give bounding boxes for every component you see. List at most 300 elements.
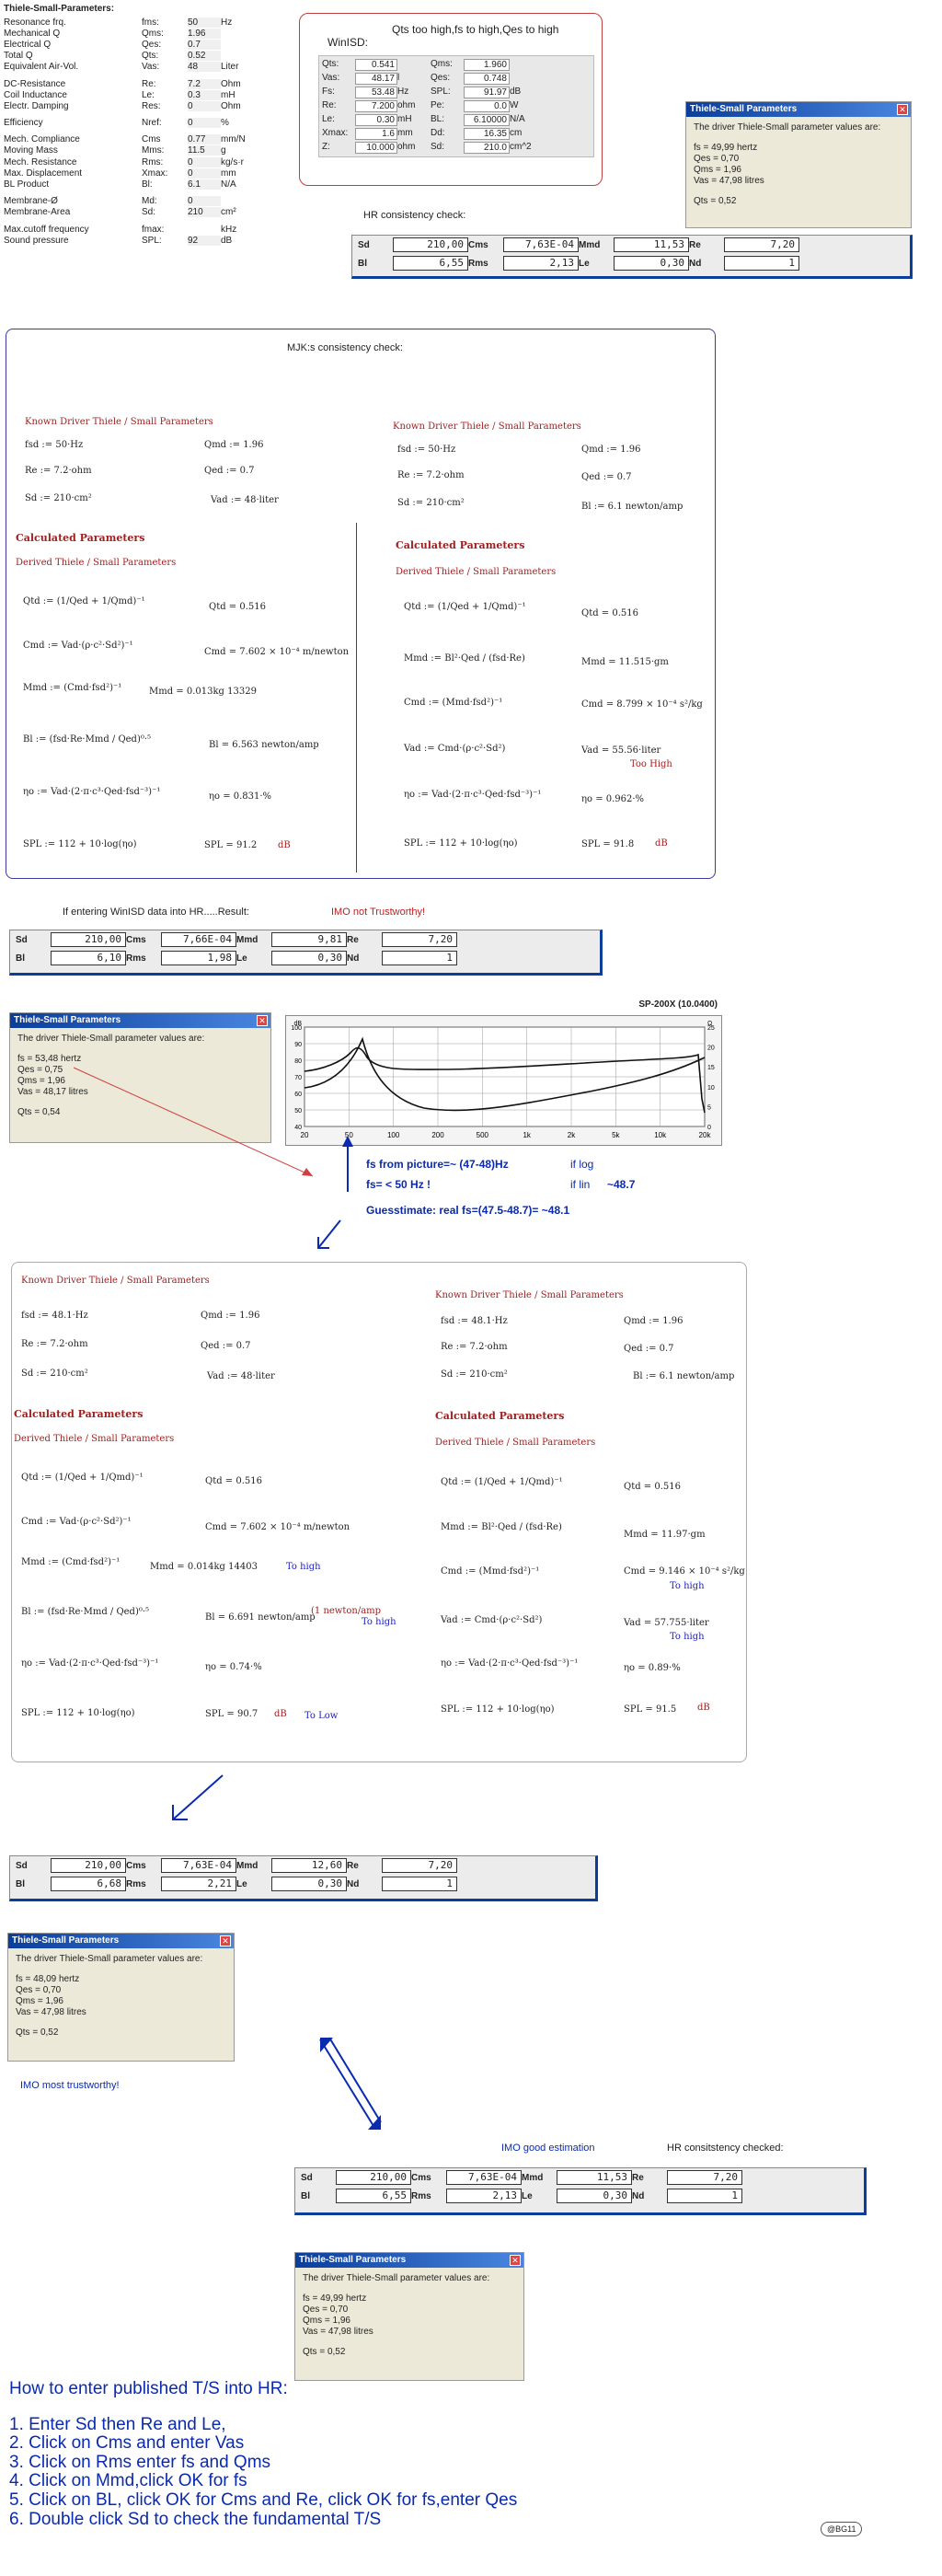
x-tick-label: 20 xyxy=(300,1131,309,1139)
hr-label-bl: Bl xyxy=(301,2190,310,2201)
window-line: Qes = 0,70 xyxy=(303,2305,349,2315)
mjk1-derived-right: Derived Thiele / Small Parameters xyxy=(396,567,557,577)
ts-row-value: 0.77 xyxy=(188,134,221,144)
hr-field-sd[interactable]: 210,00 xyxy=(393,237,468,252)
spacer xyxy=(303,2284,516,2293)
hr-field-mmd[interactable]: 11,53 xyxy=(614,237,689,252)
y-axis-unit: dB xyxy=(293,1021,302,1027)
ts-row xyxy=(4,145,270,156)
winisd-cell: 1.6 xyxy=(355,128,397,140)
hr-checked-caption: HR consitstency checked: xyxy=(667,2143,784,2154)
mjk2-l-re: Re := 7.2·ohm xyxy=(21,1339,88,1349)
mjk-divider xyxy=(356,523,357,872)
close-icon[interactable]: ✕ xyxy=(510,2255,521,2266)
mjk2-r-mmd: Mmd := Bl²·Qed / (fsd·Re) xyxy=(441,1522,562,1532)
mjk2-l-eta: ηo := Vad·(2·π·c³·Qed·fsd⁻³)⁻¹ xyxy=(21,1658,159,1669)
mjk1-l-cmd: Cmd := Vad·(ρ·c²·Sd²)⁻¹ xyxy=(23,641,133,651)
hr-field-mmd[interactable]: 12,60 xyxy=(271,1858,347,1873)
winisd-cell: cm^2 xyxy=(510,142,532,152)
window-line: fs = 53,48 hertz xyxy=(17,1054,82,1064)
mjk2-r-etav: ηo = 0.89·% xyxy=(624,1663,681,1673)
window-titlebar: Thiele-Small Parameters ✕ xyxy=(295,2253,523,2268)
ts-row-label: Membrane-Area xyxy=(4,207,71,218)
winisd-cell: 6.10000 xyxy=(464,114,510,126)
ts-row-unit: Ohm xyxy=(221,100,241,111)
winisd-cell: 1.960 xyxy=(464,59,510,71)
close-icon[interactable]: ✕ xyxy=(897,104,908,115)
hr-field-cms[interactable]: 7,63E-04 xyxy=(446,2170,522,2185)
mjk2-l-qtdv: Qtd = 0.516 xyxy=(205,1476,262,1486)
hr-label-nd: Nd xyxy=(347,953,360,964)
hr-box-2 xyxy=(9,930,603,976)
x-tick-label: 1k xyxy=(523,1131,531,1139)
mjk2-r-qed: Qed := 0.7 xyxy=(624,1344,674,1354)
winisd-cell: Qts: xyxy=(322,59,339,69)
hr-field-re[interactable]: 7,20 xyxy=(724,237,799,252)
hr-field-bl[interactable]: 6,10 xyxy=(51,951,126,965)
hr-label-sd: Sd xyxy=(301,2172,313,2183)
spacer xyxy=(16,2018,226,2027)
window-qts: Qts = 0,52 xyxy=(303,2347,346,2357)
mjk1-known-right: Known Driver Thiele / Small Parameters xyxy=(393,422,581,432)
hr-field-nd[interactable]: 1 xyxy=(382,951,457,965)
mjk-check-1 xyxy=(6,329,716,879)
mjk1-l-spl: SPL := 112 + 10·log(ηo) xyxy=(23,839,137,849)
mjk2-l-vas: Vad := 48·liter xyxy=(207,1371,275,1381)
y-tick-label: 80 xyxy=(294,1058,302,1065)
fs-note-b3: ~48.7 xyxy=(607,1178,636,1191)
hr-box-4 xyxy=(294,2167,867,2215)
hr-label-le: Le xyxy=(236,1878,247,1889)
winisd-cell xyxy=(510,59,543,71)
mjk1-r-vasv: Vad = 55.56·liter xyxy=(581,745,661,756)
ts-row xyxy=(4,51,270,62)
y-tick-label: 50 xyxy=(294,1108,302,1115)
window-line: Vas = 48,17 litres xyxy=(17,1087,88,1097)
ts-row xyxy=(4,28,270,39)
hr-label-mmd: Mmd xyxy=(579,239,601,250)
window-qts: Qts = 0,52 xyxy=(694,196,737,206)
hr-box-3 xyxy=(9,1855,598,1901)
winisd-label: WinISD: xyxy=(327,36,369,49)
hr-label-mmd: Mmd xyxy=(236,934,258,945)
window-line: Qms = 1,96 xyxy=(17,1076,65,1086)
mjk2-r-tohigh: To high xyxy=(670,1581,705,1591)
hr-field-sd[interactable]: 210,00 xyxy=(336,2170,411,2185)
y-tick-label: 60 xyxy=(294,1092,302,1098)
spacer xyxy=(694,187,903,196)
winisd-cell: Le: xyxy=(322,114,335,124)
ts-row xyxy=(4,167,270,179)
ts-row-label: Moving Mass xyxy=(4,145,58,156)
window-line: Qes = 0,75 xyxy=(17,1065,63,1075)
ts-row-unit: g xyxy=(221,145,226,156)
hr-field-rms[interactable]: 2,21 xyxy=(161,1877,236,1891)
ts-row-symbol: Bl: xyxy=(142,179,153,191)
mjk1-r-etav: ηo = 0.962·% xyxy=(581,794,645,804)
hr-label-rms: Rms xyxy=(126,1878,146,1889)
window-line: fs = 49,99 hertz xyxy=(303,2293,367,2304)
hr-row xyxy=(10,1875,595,1893)
spacer xyxy=(303,2338,516,2347)
ts-row xyxy=(4,39,270,50)
x-tick-label: 500 xyxy=(476,1131,489,1139)
y-right-tick: 5 xyxy=(707,1104,711,1112)
mjk2-l-tolow: To Low xyxy=(304,1711,339,1721)
hr-field-rms[interactable]: 2,13 xyxy=(503,256,579,271)
mjk2-calc-right: Calculated Parameters xyxy=(435,1410,565,1422)
hr-field-bl[interactable]: 6,55 xyxy=(336,2189,411,2203)
mjk1-r-qtd: Qtd := (1/Qed + 1/Qmd)⁻¹ xyxy=(404,602,526,612)
howto-step: 4. Click on Mmd,click OK for fs xyxy=(9,2471,247,2491)
ts-row-label: Mech. Compliance xyxy=(4,134,80,145)
winisd-cell: dB xyxy=(510,87,522,97)
ts-row-value: 6.1 xyxy=(188,179,221,190)
ts-row-symbol: Qts: xyxy=(142,51,159,62)
mjk1-l-qmd: Qmd := 1.96 xyxy=(204,440,264,450)
ts-row-symbol: Mms: xyxy=(142,145,165,156)
ts-parameter-table xyxy=(4,4,270,246)
ts-window-top xyxy=(685,101,912,228)
window-intro: The driver Thiele-Small parameter values are: xyxy=(17,1034,205,1044)
y-right-tick: 10 xyxy=(707,1084,715,1092)
ts-row xyxy=(4,17,270,28)
howto-step: 3. Click on Rms enter fs and Qms xyxy=(9,2452,271,2472)
arrows-mid xyxy=(55,1058,607,1224)
winisd-cell: BL: xyxy=(431,114,445,124)
mjk1-l-splv: SPL = 91.2 xyxy=(204,840,258,850)
mjk2-r-tohigh2: To high xyxy=(670,1632,705,1642)
hr-label-nd: Nd xyxy=(347,1878,360,1889)
hr-row xyxy=(352,236,910,254)
ts-row-symbol: Qes: xyxy=(142,39,162,50)
mjk1-l-qed: Qed := 0.7 xyxy=(204,466,255,476)
y-right-tick: 20 xyxy=(707,1045,715,1052)
mjk1-l-re: Re := 7.2·ohm xyxy=(25,466,92,476)
winisd-cell xyxy=(397,59,431,71)
hr-field-re[interactable]: 7,20 xyxy=(382,932,457,947)
hr-label-le: Le xyxy=(522,2190,533,2201)
ts-row-unit: kg/s·r xyxy=(221,156,244,167)
fs-note-c: Guesstimate: real fs=(47.5-48.7)= ~48.1 xyxy=(366,1204,570,1217)
howto-step: 2. Click on Cms and enter Vas xyxy=(9,2433,245,2454)
ts-row-label: BL Product xyxy=(4,179,50,191)
winisd-cell: ohm xyxy=(397,142,416,152)
imo-most-trustworthy: IMO most trustworthy! xyxy=(20,2080,120,2091)
ts-row xyxy=(4,224,270,235)
hr-field-bl[interactable]: 6,55 xyxy=(393,256,468,271)
hr-field-cms[interactable]: 7,63E-04 xyxy=(161,1858,236,1873)
hr-field-le[interactable]: 0,30 xyxy=(614,256,689,271)
ts-row-label: Resonance frq. xyxy=(4,17,66,28)
hr-label-cms: Cms xyxy=(468,239,488,250)
winisd-cell: 210.0 xyxy=(464,142,510,154)
ts-row-value: 7.2 xyxy=(188,79,221,89)
ts-rows xyxy=(4,17,270,246)
graph-title: SP-200X (10.0400) xyxy=(638,999,718,1010)
mjk1-r-cmd: Cmd := (Mmd·fsd²)⁻¹ xyxy=(404,698,503,708)
hr-label-bl: Bl xyxy=(16,953,25,964)
window-line: Qms = 1,96 xyxy=(16,1996,63,2006)
mjk1-l-sd: Sd := 210·cm² xyxy=(25,493,92,503)
fs-note-b: fs= < 50 Hz ! xyxy=(366,1178,431,1191)
hr-caption: HR consistency check: xyxy=(363,210,466,221)
fs-note-a: fs from picture=~ (47-48)Hz xyxy=(366,1158,509,1171)
hr-field-le[interactable]: 0,30 xyxy=(557,2189,632,2203)
ts-row-unit: mm/N xyxy=(221,134,246,145)
mjk2-r-cmd: Cmd := (Mmd·fsd²)⁻¹ xyxy=(441,1566,540,1577)
mjk1-r-db: dB xyxy=(655,838,668,849)
mjk2-r-qtd: Qtd := (1/Qed + 1/Qmd)⁻¹ xyxy=(441,1477,563,1487)
howto-title: How to enter published T/S into HR: xyxy=(9,2379,288,2398)
winisd-cell xyxy=(510,73,543,85)
hr-label-mmd: Mmd xyxy=(522,2172,544,2183)
window-line: fs = 48,09 hertz xyxy=(16,1974,80,1984)
mjk1-r-spl: SPL := 112 + 10·log(ηo) xyxy=(404,838,518,849)
x-tick-label: 5k xyxy=(612,1131,620,1139)
ts-row-symbol: Re: xyxy=(142,78,156,89)
close-icon[interactable]: ✕ xyxy=(257,1015,268,1026)
winisd-cell: Sd: xyxy=(431,142,445,152)
hr-field-re[interactable]: 7,20 xyxy=(667,2170,742,2185)
mjk2-derived-left: Derived Thiele / Small Parameters xyxy=(14,1434,175,1444)
hr-label-le: Le xyxy=(236,953,247,964)
ts-row-label: Max.cutoff frequency xyxy=(4,224,89,235)
ts-row-label: Mechanical Q xyxy=(4,28,61,39)
window-line: Vas = 47,98 litres xyxy=(694,176,764,186)
window-body xyxy=(686,117,911,213)
mjk2-l-qed: Qed := 0.7 xyxy=(201,1341,251,1351)
hr-field-mmd[interactable]: 9,81 xyxy=(271,932,347,947)
mjk2-l-tohigh2: To high xyxy=(362,1617,396,1627)
mjk2-l-tohigh: To high xyxy=(286,1562,321,1572)
mjk2-known-right: Known Driver Thiele / Small Parameters xyxy=(435,1290,624,1300)
window-body xyxy=(8,1948,234,2044)
hr-field-le[interactable]: 0,30 xyxy=(271,951,347,965)
ts-row-label: Sound pressure xyxy=(4,235,69,246)
window-body xyxy=(295,2268,523,2363)
ts-row-unit: Hz xyxy=(221,17,233,28)
mjk-check-2 xyxy=(11,1262,747,1762)
mjk1-r-cmdv: Cmd = 8.799 × 10⁻⁴ s²/kg xyxy=(581,699,703,710)
mjk1-l-fs: fsd := 50·Hz xyxy=(25,440,84,450)
x-tick-label: 100 xyxy=(386,1131,400,1139)
winisd-cell: cm xyxy=(510,128,523,138)
winisd-cell: ohm xyxy=(397,100,416,110)
x-tick-label: 2k xyxy=(567,1131,576,1139)
ts-row xyxy=(4,118,270,129)
mjk2-r-cmdv: Cmd = 9.146 × 10⁻⁴ s²/kg xyxy=(624,1566,745,1577)
ts-row-value: 0 xyxy=(188,118,221,128)
hr-label-cms: Cms xyxy=(126,934,146,945)
ts-row-symbol: Xmax: xyxy=(142,167,168,179)
y-right-tick: 25 xyxy=(707,1025,715,1032)
ts-row-label: DC-Resistance xyxy=(4,78,66,89)
mjk1-l-mmdv: Mmd = 0.013kg 13329 xyxy=(149,687,257,697)
hr-field-cms[interactable]: 7,66E-04 xyxy=(161,932,236,947)
mjk1-l-eta: ηo := Vad·(2·π·c³·Qed·fsd⁻³)⁻¹ xyxy=(23,787,161,797)
hr-row xyxy=(295,2187,864,2205)
mjk2-r-re: Re := 7.2·ohm xyxy=(441,1342,508,1352)
ts-row-symbol: fmax: xyxy=(142,224,165,235)
ts-row-unit: kHz xyxy=(221,224,237,235)
mjk1-l-etav: ηo = 0.831·% xyxy=(209,791,272,802)
hr-label-bl: Bl xyxy=(358,258,367,269)
winisd-cell: mH xyxy=(397,114,412,124)
ts-row-label: Coil Inductance xyxy=(4,89,67,100)
mjk1-r-toohigh: Too High xyxy=(630,759,672,769)
winisd-cell: 7.200 xyxy=(355,100,397,112)
winisd-cell: 53.48 xyxy=(355,87,397,98)
window-line: Qms = 1,96 xyxy=(694,165,741,175)
fs-note-a2: if log xyxy=(570,1158,594,1171)
ts-row-unit: Ohm xyxy=(221,78,241,89)
mjk1-r-vas: Vad := Cmd·(ρ·c²·Sd²) xyxy=(404,744,506,754)
window-line: Qes = 0,70 xyxy=(694,154,740,164)
x-tick-label: 10k xyxy=(654,1131,667,1139)
hr-label-re: Re xyxy=(347,1860,359,1871)
mjk2-r-qmd: Qmd := 1.96 xyxy=(624,1316,684,1326)
winisd-cell: 48.17 xyxy=(355,73,397,85)
mjk2-r-vas: Vad := Cmd·(ρ·c²·Sd²) xyxy=(441,1615,543,1625)
note-heading: Qts too high,fs to high,Qes to high xyxy=(392,23,559,36)
mjk1-r-sd: Sd := 210·cm² xyxy=(397,498,465,508)
mjk2-r-splv: SPL = 91.5 xyxy=(624,1704,677,1715)
mjk2-l-spl: SPL := 112 + 10·log(ηo) xyxy=(21,1708,135,1718)
ts-row-symbol: Nref: xyxy=(142,118,162,129)
mjk2-r-bl: Bl := 6.1 newton/amp xyxy=(633,1371,735,1381)
hr-field-nd[interactable]: 1 xyxy=(667,2189,742,2203)
hr-field-mmd[interactable]: 11,53 xyxy=(557,2170,632,2185)
blue-up-arrow-head xyxy=(342,1136,353,1147)
howto-step: 6. Double click Sd to check the fundamental T/S xyxy=(9,2509,382,2529)
mjk2-l-qmd: Qmd := 1.96 xyxy=(201,1311,260,1321)
hr-label-rms: Rms xyxy=(468,258,488,269)
ts-row-unit: dB xyxy=(221,235,233,246)
window-line: fs = 49,99 hertz xyxy=(694,143,758,153)
hr-field-nd[interactable]: 1 xyxy=(724,256,799,271)
winisd-grid xyxy=(318,55,594,157)
ts-row-symbol: Sd: xyxy=(142,207,156,218)
hr-label-rms: Rms xyxy=(126,953,146,964)
ts-row-label: Total Q xyxy=(4,51,33,62)
hr-field-nd[interactable]: 1 xyxy=(382,1877,457,1891)
window-intro: The driver Thiele-Small parameter values are: xyxy=(694,122,881,133)
hr-field-le[interactable]: 0,30 xyxy=(271,1877,347,1891)
winisd-cell: Fs: xyxy=(322,87,335,97)
mjk2-derived-right: Derived Thiele / Small Parameters xyxy=(435,1438,596,1448)
ts-title: Thiele-Small-Parameters: xyxy=(4,4,115,14)
hr-field-rms[interactable]: 2,13 xyxy=(446,2189,522,2203)
ts-row-value: 210 xyxy=(188,207,221,217)
ts-row xyxy=(4,78,270,89)
mjk2-l-etav: ηo = 0.74·% xyxy=(205,1662,262,1672)
hr-field-rms[interactable]: 1,98 xyxy=(161,951,236,965)
double-arrow xyxy=(313,2034,386,2135)
ts-row-label: Mech. Resistance xyxy=(4,156,77,167)
hr-label-re: Re xyxy=(689,239,701,250)
mjk1-r-mmdv: Mmd = 11.515·gm xyxy=(581,657,669,667)
mjk1-derived-left: Derived Thiele / Small Parameters xyxy=(16,558,177,568)
ts-row xyxy=(4,100,270,111)
hr-label-cms: Cms xyxy=(411,2172,431,2183)
mjk2-known-left: Known Driver Thiele / Small Parameters xyxy=(21,1276,210,1286)
hr-row xyxy=(10,930,600,949)
ts-row-symbol: Res: xyxy=(142,100,161,111)
ts-row-value: 0.3 xyxy=(188,90,221,100)
mjk1-r-re: Re := 7.2·ohm xyxy=(397,470,465,480)
ts-row-symbol: Vas: xyxy=(142,62,160,73)
ts-row xyxy=(4,156,270,167)
hr-field-re[interactable]: 7,20 xyxy=(382,1858,457,1873)
red-arrow-line xyxy=(74,1068,313,1176)
mjk1-r-eta: ηo := Vad·(2·π·c³·Qed·fsd⁻³)⁻¹ xyxy=(404,790,542,800)
mjk1-l-qtdv: Qtd = 0.516 xyxy=(209,602,266,612)
mjk1-r-bl: Bl := 6.1 newton/amp xyxy=(581,502,684,512)
mjk2-r-vasv: Vad = 57.755·liter xyxy=(624,1618,709,1628)
ts-row-unit: Liter xyxy=(221,62,239,73)
ts-row-label: Membrane-Ø xyxy=(4,196,58,207)
hr-row xyxy=(10,1856,595,1875)
y-tick-label: 100 xyxy=(291,1025,302,1032)
mjk2-r-fs: fsd := 48.1·Hz xyxy=(441,1316,508,1326)
winisd-cell: SPL: xyxy=(431,87,451,97)
spacer xyxy=(694,133,903,143)
ts-row-label: Max. Displacement xyxy=(4,167,83,179)
winisd-cell: 91.97 xyxy=(464,87,510,98)
ts-row-value: 0 xyxy=(188,101,221,111)
hr-field-cms[interactable]: 7,63E-04 xyxy=(503,237,579,252)
winisd-cell: l xyxy=(397,73,400,83)
winisd-cell: Z: xyxy=(322,142,330,152)
ts-row-value: 50 xyxy=(188,17,221,28)
mjk2-l-qtd: Qtd := (1/Qed + 1/Qmd)⁻¹ xyxy=(21,1473,144,1483)
ts-row-value: 48 xyxy=(188,62,221,72)
hr-label-rms: Rms xyxy=(411,2190,431,2201)
y-tick-label: 90 xyxy=(294,1042,302,1048)
mjk2-r-spl: SPL := 112 + 10·log(ηo) xyxy=(441,1704,555,1715)
y-right-tick: 0 xyxy=(707,1125,711,1131)
mjk2-r-db: dB xyxy=(697,1703,710,1713)
ts-row-value: 0.52 xyxy=(188,51,221,61)
ts-row-symbol: Md: xyxy=(142,196,157,207)
winisd-cell: 0.748 xyxy=(464,73,510,85)
winisd-cell: Pe: xyxy=(431,100,445,110)
close-icon[interactable]: ✕ xyxy=(220,1935,231,1946)
credit-badge: @BG11 xyxy=(821,2522,862,2536)
blue-arrow-3 xyxy=(166,1772,230,1827)
mjk1-r-qmd: Qmd := 1.96 xyxy=(581,445,641,455)
mjk2-calc-left: Calculated Parameters xyxy=(14,1408,144,1420)
x-tick-label: 20k xyxy=(698,1131,711,1139)
hr-field-bl[interactable]: 6,68 xyxy=(51,1877,126,1891)
mjk1-r-qtdv: Qtd = 0.516 xyxy=(581,608,638,618)
ts-row-value: 0.7 xyxy=(188,40,221,50)
y-right-unit: Ω xyxy=(707,1021,713,1027)
ts-row xyxy=(4,235,270,246)
hr-field-sd[interactable]: 210,00 xyxy=(51,1858,126,1873)
mjk2-l-db: dB xyxy=(274,1709,287,1719)
hr-field-sd[interactable]: 210,00 xyxy=(51,932,126,947)
hr-row xyxy=(295,2168,864,2187)
mjk1-l-mmd: Mmd := (Cmd·fsd²)⁻¹ xyxy=(23,683,122,693)
winisd-cell: Hz xyxy=(397,87,409,97)
spacer xyxy=(17,1045,263,1054)
mjk1-l-vas: Vad := 48·liter xyxy=(211,495,279,505)
mjk1-l-db: dB xyxy=(278,840,291,850)
blue-diag-arrow xyxy=(313,1217,350,1253)
mjk1-known-left: Known Driver Thiele / Small Parameters xyxy=(25,417,213,427)
